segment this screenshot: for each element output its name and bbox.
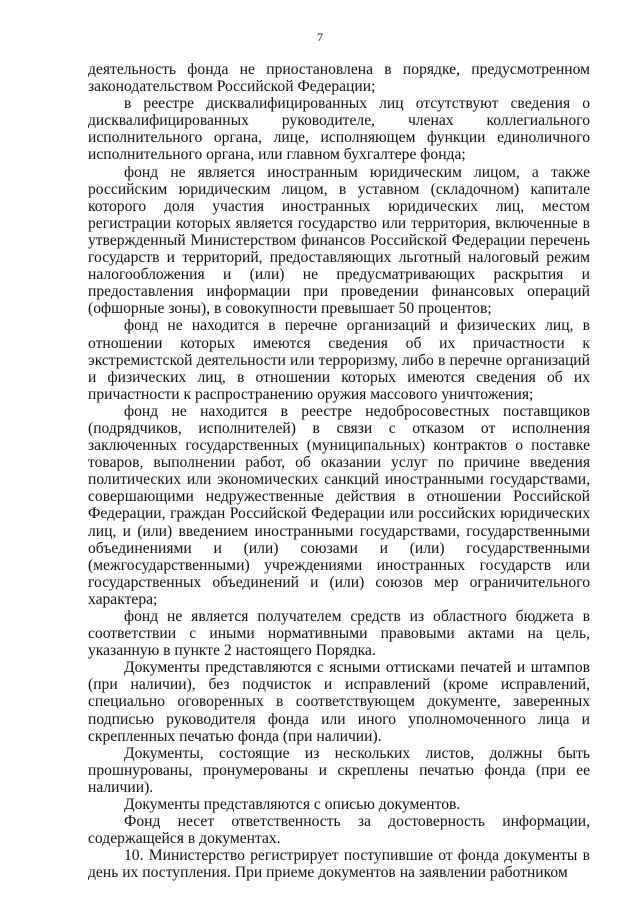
page-number: 7: [317, 30, 323, 44]
paragraph-disqualified-registry: в реестре дисквалифицированных лиц отсутствуют сведения о дисквалифицированных руководителе, членах коллегиального исполнительного органа, лице, исполняющем функции единоличного исполнительного органа, или главном бухгалтере фонда;: [88, 95, 590, 164]
document-body: [88, 61, 590, 882]
paragraph-fund-activity: деятельность фонда не приостановлена в порядке, предусмотренном законодательством Российской Федерации;: [88, 61, 590, 96]
paragraph-item-10: 10. Министерство регистрирует поступившие от фонда документы в день их поступления. При приеме документов на заявлении работником: [88, 847, 590, 882]
paragraph-extremism-list: фонд не находится в перечне организаций и физических лиц, в отношении которых имеются сведения об их причастности к экстремистской деятельности или терроризму, либо в перечне организаций и физических лиц, в отношении которых имеются сведения об их причастности к распространению оружия массового уничтожения;: [88, 317, 590, 403]
paragraph-document-seals: Документы представляются с ясными оттисками печатей и штампов (при наличии), без подчисток и исправлений (кроме исправлений, специально оговоренных в соответствующем документе, заверенных подписью руководителя фонда или иного уполномоченного лица и скрепленных печатью фонда (при наличии).: [88, 659, 590, 745]
paragraph-unscrupulous-suppliers: фонд не находится в реестре недобросовестных поставщиков (подрядчиков, исполнителей) в связи с отказом от исполнения заключенных государственных (муниципальных) контрактов о поставке товаров, выполнении работ, об оказании услуг по причине введения политических или экономических санкций иностранными государствами, совершающими недружественные действия в отношении Российской Федерации, граждан Российской Федерации или российских юридических лиц, и (или) введением иностранными государствами, государственными объединениями и (или) союзами и (или) государственными (межгосударственными) учреждениями иностранных государств или государственных объединений и (или) союзов мер ограничительного характера;: [88, 402, 590, 608]
paragraph-multi-sheet-documents: Документы, состоящие из нескольких листов, должны быть прошнурованы, пронумерованы и скреплены печатью фонда (при ее наличии).: [88, 744, 590, 796]
paragraph-document-inventory: Документы представляются с описью документов.: [124, 796, 461, 814]
paragraph-foreign-entity: фонд не является иностранным юридическим лицом, а также российским юридическим лицом, в уставном (складочном) капитале которого доля участия иностранных юридических лиц, местом регистрации которых является государство или территория, включенные в утвержденный Министерством финансов Российской Федерации перечень государств и территорий, предоставляющих льготный налоговый режим налогообложения и (или) не предусматривающих раскрытия и предоставления информации при проведении финансовых операций (офшорные зоны), в совокупности превышает 50 процентов;: [88, 163, 590, 318]
paragraph-fund-responsibility: Фонд несет ответственность за достоверность информации, содержащейся в документах.: [88, 813, 590, 848]
paragraph-budget-recipient: фонд не является получателем средств из областного бюджета в соответствии с иными нормативными правовыми актами на цель, указанную в пункте 2 настоящего Порядка.: [88, 608, 590, 660]
